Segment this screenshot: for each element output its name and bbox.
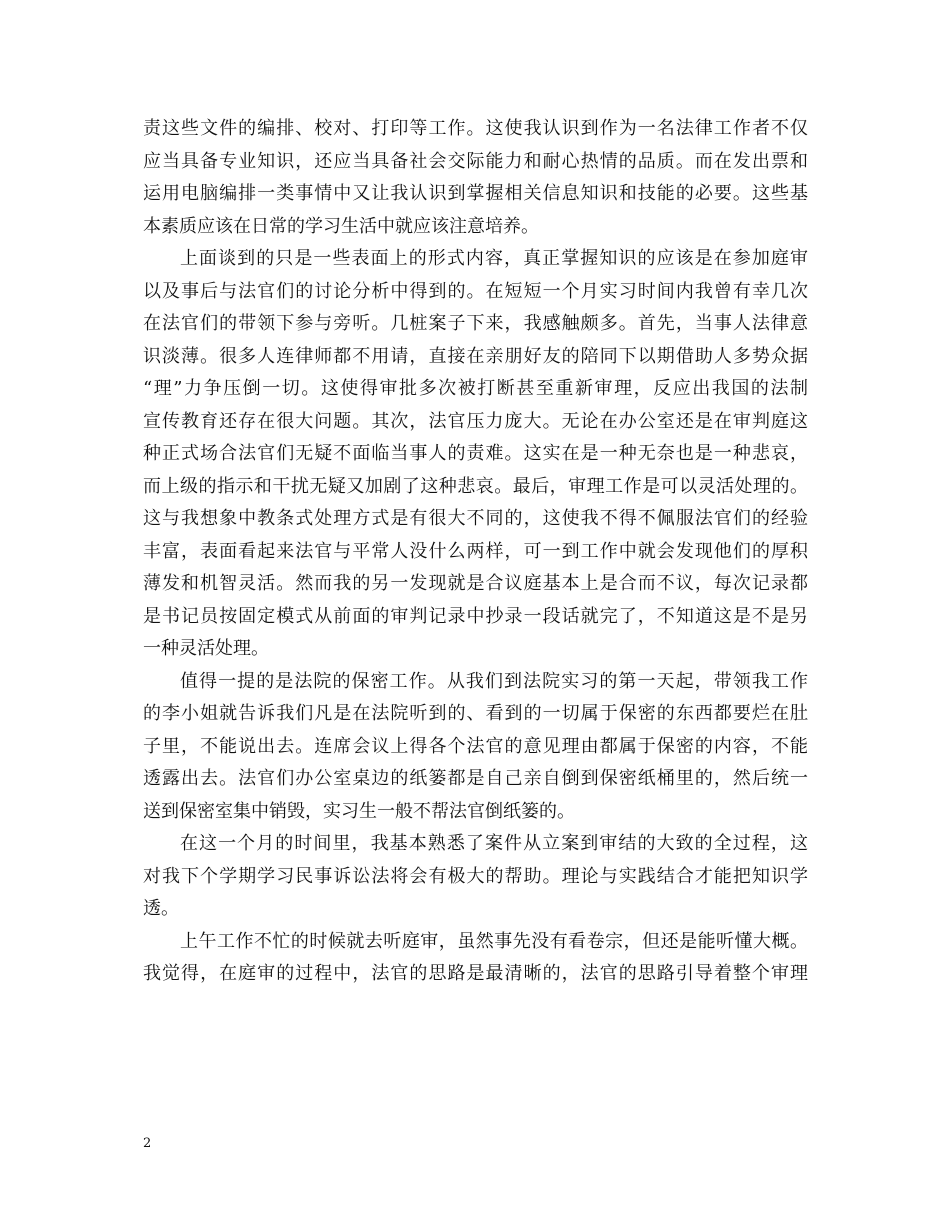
text-line: 在这一个月的时间里，我基本熟悉了案件从立案到审结的大致的全过程，这	[180, 833, 808, 854]
text-line: 丰富，表面看起来法官与平常人没什么两样，可一到工作中就会发现他们的厚积	[143, 540, 808, 562]
text-line: 对我下个学期学习民事诉讼法将会有极大的帮助。理论与实践结合才能把知识学	[143, 865, 808, 887]
page-number: 2	[143, 1136, 152, 1151]
text-line: 而上级的指示和干扰无疑又加剧了这种悲哀。最后，审理工作是可以灵活处理的。	[143, 475, 808, 497]
text-line: 透。	[143, 898, 179, 919]
text-line: 上面谈到的只是一些表面上的形式内容，真正掌握知识的应该是在参加庭审	[180, 248, 808, 269]
text-line: 应当具备专业知识，还应当具备社会交际能力和耐心热情的品质。而在发出票和	[143, 150, 808, 172]
text-line: 是书记员按固定模式从前面的审判记录中抄录一段话就完了，不知道这是不是另	[143, 605, 808, 627]
text-line: 这与我想象中教条式处理方式是有很大不同的，这使我不得不佩服法官们的经验	[143, 508, 808, 529]
text-line: 种正式场合法官们无疑不面临当事人的责难。这实在是一种无奈也是一种悲哀，	[143, 443, 808, 464]
text-line: 责这些文件的编排、校对、打印等工作。这使我认识到作为一名法律工作者不仅	[143, 118, 808, 139]
text-line: 透露出去。法官们办公室桌边的纸篓都是自己亲自倒到保密纸桶里的，然后统一	[143, 768, 808, 789]
text-line: 值得一提的是法院的保密工作。从我们到法院实习的第一天起，带领我工作	[180, 670, 808, 692]
text-line: 送到保密室集中销毁，实习生一般不帮法官倒纸篓的。	[143, 800, 575, 822]
text-line: “理”力争压倒一切。这使得审批多次被打断甚至重新审理，反应出我国的法制	[143, 378, 808, 399]
text-line: 识淡薄。很多人连律师都不用请，直接在亲朋好友的陪同下以期借助人多势众据	[143, 345, 808, 367]
text-line: 本素质应该在日常的学习生活中就应该注意培养。	[143, 215, 539, 237]
text-line: 薄发和机智灵活。然而我的另一发现就是合议庭基本上是合而不议，每次记录都	[143, 573, 808, 594]
text-line: 运用电脑编排一类事情中又让我认识到掌握相关信息知识和技能的必要。这些基	[143, 183, 808, 204]
text-line: 以及事后与法官们的讨论分析中得到的。在短短一个月实习时间内我曾有幸几次	[143, 280, 808, 302]
text-line: 一种灵活处理。	[143, 638, 269, 659]
body-text	[143, 113, 808, 991]
text-line: 宣传教育还存在很大问题。其次，法官压力庞大。无论在办公室还是在审判庭这	[143, 410, 808, 432]
text-line: 子里，不能说出去。连席会议上得各个法官的意见理由都属于保密的内容，不能	[143, 735, 808, 757]
text-line: 上午工作不忙的时候就去听庭审，虽然事先没有看卷宗，但还是能听懂大概。	[180, 930, 808, 952]
text-line: 在法官们的带领下参与旁听。几桩案子下来，我感触颇多。首先，当事人法律意	[143, 313, 808, 334]
text-line: 我觉得，在庭审的过程中，法官的思路是最清晰的，法官的思路引导着整个审理	[143, 963, 808, 984]
text-line: 的李小姐就告诉我们凡是在法院听到的、看到的一切属于保密的东西都要烂在肚	[143, 703, 808, 724]
